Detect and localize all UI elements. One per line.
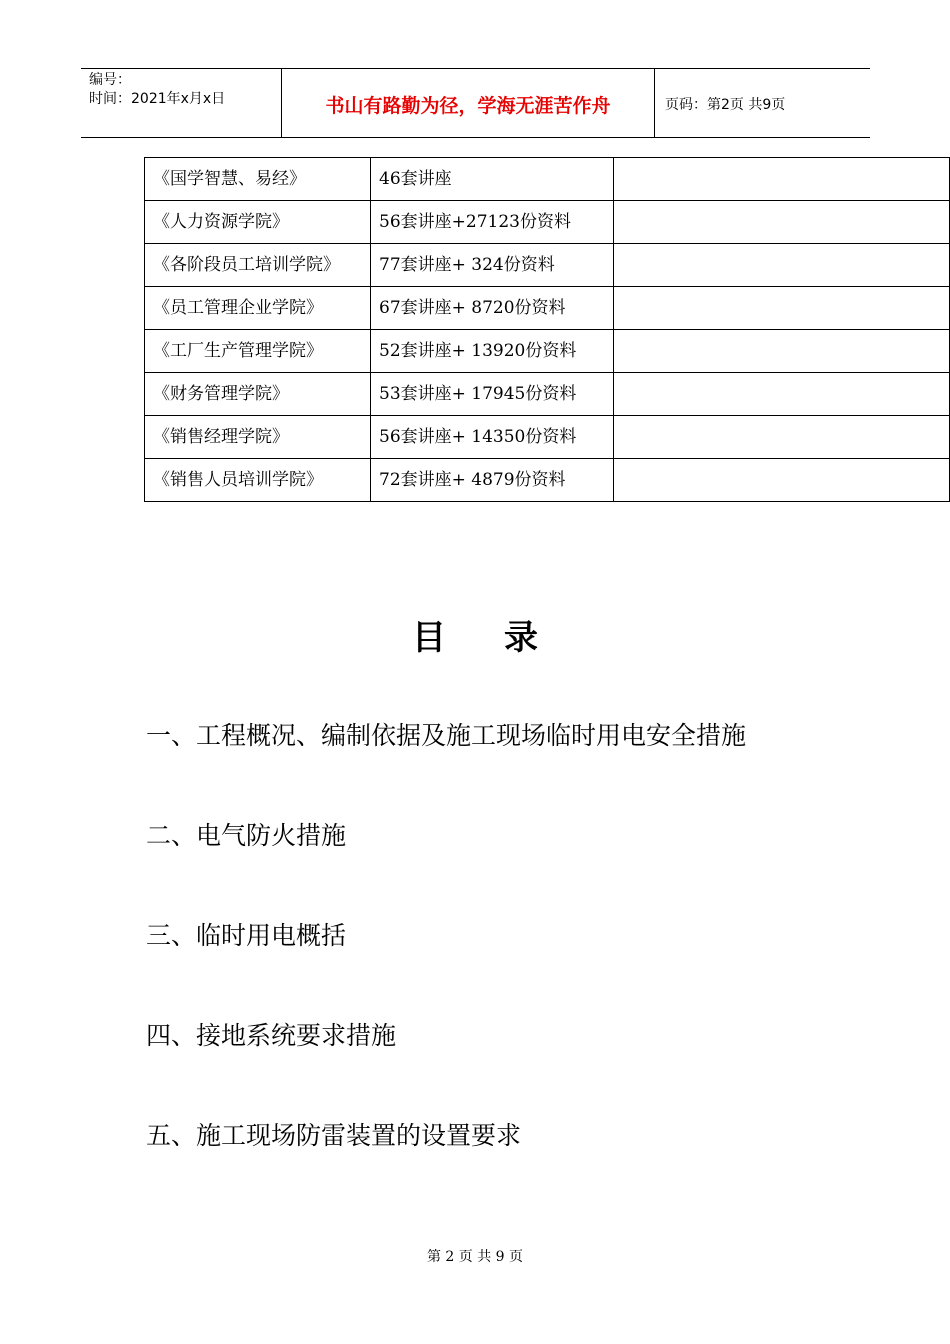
course-content: 72套讲座+ 4879份资料 [371,459,614,502]
header-meta [89,71,285,109]
course-note [614,287,950,330]
course-name: 《销售经理学院》 [145,416,371,459]
course-note [614,330,950,373]
course-content: 56套讲座+27123份资料 [371,201,614,244]
toc-item: 五、施工现场防雷装置的设置要求 [146,1121,522,1150]
course-note [614,158,950,201]
table-row [145,201,950,244]
table-row [145,158,950,201]
course-content: 53套讲座+ 17945份资料 [371,373,614,416]
table-row [145,244,950,287]
header-divider [654,69,655,137]
table-row [145,373,950,416]
page-footer: 第 2 页 共 9 页 [426,1249,524,1265]
course-note [614,373,950,416]
header-motto: 书山有路勤为径，学海无涯苦作舟 [325,95,611,117]
course-content: 46套讲座 [371,158,614,201]
course-name: 《工厂生产管理学院》 [145,330,371,373]
toc-item: 一、工程概况、编制依据及施工现场临时用电安全措施 [146,721,747,750]
page-header [81,68,870,138]
table-row [145,459,950,502]
toc-item: 四、接地系统要求措施 [146,1021,397,1050]
course-content: 77套讲座+ 324份资料 [371,244,614,287]
toc-item: 三、临时用电概括 [146,921,347,950]
course-note [614,244,950,287]
course-content: 56套讲座+ 14350份资料 [371,416,614,459]
course-name: 《人力资源学院》 [145,201,371,244]
course-note [614,416,950,459]
course-name: 《销售人员培训学院》 [145,459,371,502]
table-row [145,330,950,373]
course-content: 67套讲座+ 8720份资料 [371,287,614,330]
course-content: 52套讲座+ 13920份资料 [371,330,614,373]
table-row [145,287,950,330]
course-note [614,201,950,244]
toc-item: 二、电气防火措施 [146,821,347,850]
document-number-label: 编号： [89,72,131,88]
table-row [145,416,950,459]
course-note [614,459,950,502]
course-name: 《国学智慧、易经》 [145,158,371,201]
toc-title: 目录 [412,618,596,658]
course-name: 《各阶段员工培训学院》 [145,244,371,287]
course-table [144,157,950,502]
course-name: 《财务管理学院》 [145,373,371,416]
document-date: 时间：2021年x月x日 [89,91,226,107]
course-name: 《员工管理企业学院》 [145,287,371,330]
header-page-number: 页码：第2页 共9页 [665,97,786,113]
